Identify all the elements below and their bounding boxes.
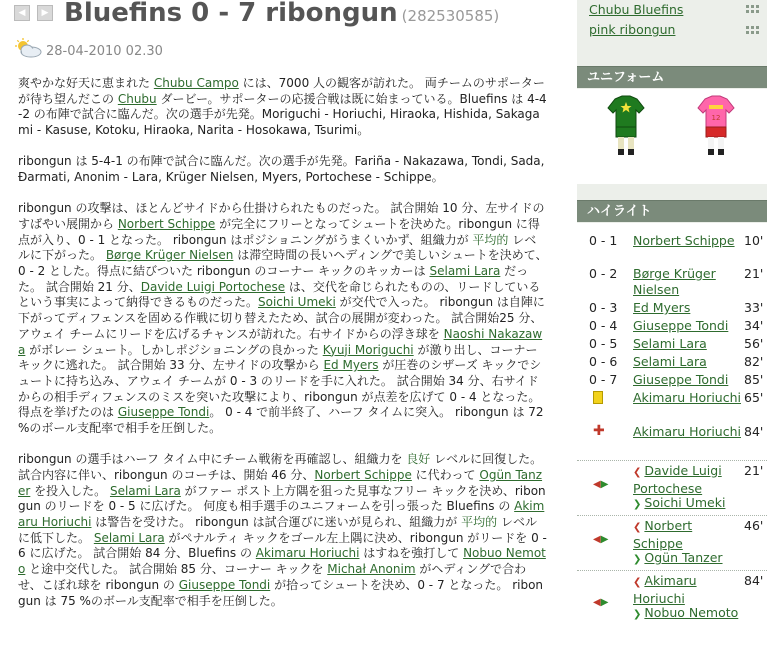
report-paragraph-2: ribongun は 5-4-1 の布陣で試合に臨んだ。次の選手が先発。Fariña - Nakazawa, Tondi, Sada, Đarmati, Anonim - Lara, Krüger Nielsen, Myers, Portochese - Schippe。 <box>18 154 545 185</box>
report-text: と途中交代した。 試合開始 85 分、コーナー キックを <box>25 562 328 577</box>
player-link[interactable]: Kyuji Moriguchi <box>322 342 414 357</box>
player-link[interactable]: Akimaru Horiuchi <box>18 499 545 530</box>
derby-link[interactable]: Chubu <box>117 91 157 106</box>
report-text: ダービー。サポーターの応援合戦は既に始まっている。Bluefins は 4-4-2 の布陣で試合に臨んだ。次の選手が先発。Moriguchi - Horiuchi, Hiraoka, Hishida, Sakagami - Kasuse, Kotoku, Hiraoka, Narita - Hosokawa, Tsurimi。 <box>18 91 547 138</box>
sub-in-icon: ❯ <box>633 609 642 620</box>
sub-out-icon: ❮ <box>633 577 642 588</box>
player-link[interactable]: Selami Lara <box>429 264 501 279</box>
rating-text: 平均的 <box>472 232 509 247</box>
player-link[interactable]: Akimaru Horiuchi <box>633 573 697 606</box>
event-minute: 56' <box>744 336 764 351</box>
rating-text: 良好 <box>406 452 431 467</box>
goal-score: 0 - 6 <box>589 354 618 369</box>
report-text: を投入した。 <box>30 483 110 498</box>
player-link[interactable]: Nobuo Nemoto <box>18 546 546 577</box>
report-text: には、7000 人の観客が訪れた。 両チームのサポーターが待ち望んだこの <box>18 76 545 106</box>
grid-icon[interactable] <box>745 25 761 39</box>
event-minute: 84' <box>744 424 764 439</box>
report-text: が拾ってシュートを決め、0 - 7 となった。 ribongun は 75 %のボール支配率で相手を圧倒した。 <box>18 577 544 608</box>
player-link[interactable]: Selami Lara <box>633 354 707 369</box>
divider <box>577 515 767 516</box>
sub-out <box>633 463 745 497</box>
event-minute: 10' <box>744 233 764 248</box>
player-link[interactable]: Selami Lara <box>93 530 165 545</box>
report-paragraph-4 <box>18 452 548 609</box>
sub-in-icon: ❯ <box>633 499 642 510</box>
rating-text: 平均的 <box>461 515 498 530</box>
player-link[interactable]: Giuseppe Tondi <box>633 318 729 333</box>
match-title-text: Bluefins 0 - 7 ribongun <box>64 0 398 28</box>
report-text: は、交代を命じられたものの、リードしているという事実によって納得できるものだった。 <box>18 279 541 310</box>
highlights-panel-header: ハイライト <box>577 200 767 222</box>
player-link[interactable]: Michał Anonim <box>327 562 416 577</box>
player-link[interactable]: Soichi Umeki <box>258 295 336 310</box>
goal-score: 0 - 3 <box>589 300 618 315</box>
home-kit-icon <box>607 95 645 157</box>
report-text: レベルに回復した。 試合内容に伴い、ribongun のコーチは、開始 46 分、 <box>18 452 543 482</box>
divider <box>577 570 767 571</box>
substitution-row <box>577 463 767 513</box>
player-link[interactable]: Norbert Schippe <box>633 233 735 248</box>
player-link[interactable]: Akimaru Horiuchi <box>633 390 741 405</box>
player-link[interactable]: Akimaru Horiuchi <box>255 546 360 561</box>
sub-in <box>633 550 745 568</box>
event-minute: 21' <box>744 266 764 281</box>
report-text: レベルに下がった。 <box>18 232 537 263</box>
partly-sunny-weather-icon <box>14 38 42 58</box>
venue-link[interactable]: Chubu Campo <box>153 76 239 90</box>
substitution-arrows-icon: ◀▶ <box>593 534 609 545</box>
player-link[interactable]: Soichi Umeki <box>644 495 726 510</box>
substitution-row <box>577 518 767 568</box>
player-link[interactable]: Norbert Schippe <box>314 467 412 482</box>
report-text: は警告を受けた。 ribongun は試合運びに迷いが見られ、組織力が <box>91 515 462 530</box>
player-link[interactable]: Ed Myers <box>323 358 379 373</box>
report-text: がペナルティ キックをゴール左上隅に決め、ribongun がリードを 0 - 6 に広げた。 試合開始 84 分、Bluefins の <box>18 530 547 561</box>
player-link[interactable]: Selami Lara <box>633 336 707 351</box>
sub-in <box>633 605 745 623</box>
player-link[interactable]: Selami Lara <box>109 483 181 498</box>
report-text: がヘディングで合わせ、こぼれ球を ribongun の <box>18 562 527 592</box>
player-link[interactable]: Akimaru Horiuchi <box>633 424 741 439</box>
divider <box>577 460 767 461</box>
goal-score: 0 - 4 <box>589 318 618 333</box>
report-text: ribongun の攻撃は、ほとんどサイドから仕掛けられたものだった。 試合開始 10 分、左サイドのすばやい展開から <box>18 201 545 231</box>
event-minute: 21' <box>744 463 764 478</box>
favorite-team-link[interactable]: pink ribongun <box>589 22 676 37</box>
player-link[interactable]: Norbert Schippe <box>117 216 216 231</box>
event-minute: 33' <box>744 300 764 315</box>
yellow-card-icon <box>593 391 603 404</box>
event-minute: 34' <box>744 318 764 333</box>
report-text: がファー ポスト上方隅を狙った見事なフリー キックを決め、ribongun のリードを 0 - 5 に広げた。 何度も相手選手のユニフォームを引っ張った Bluefins の <box>18 483 546 514</box>
player-link[interactable]: Nobuo Nemoto <box>644 605 739 620</box>
report-text: 爽やかな好天に恵まれた <box>18 76 154 90</box>
report-text: が交代で入った。 ribongun は自陣に下がってディフェンスを固める作戦に切り替えたため、試合の展開が変わった。 試合開始25 分、アウェイ チームにリードを広げるチャンスが訪れた。右サイドからの浮き球を <box>18 295 545 341</box>
player-link[interactable]: Ogün Tanzer <box>18 467 543 498</box>
sub-out-icon: ❮ <box>633 467 642 478</box>
event-minute: 65' <box>744 390 764 405</box>
goal-score: 0 - 1 <box>589 233 618 248</box>
report-paragraph-1 <box>18 76 548 139</box>
grid-icon[interactable] <box>745 4 761 18</box>
uniform-panel-header: ユニフォーム <box>577 66 767 88</box>
highlights-panel <box>577 223 767 654</box>
player-link[interactable]: Davide Luigi Portochese <box>140 279 286 294</box>
player-link[interactable]: Ogün Tanzer <box>644 550 723 565</box>
event-minute: 85' <box>744 372 764 387</box>
substitution-arrows-icon: ◀▶ <box>593 597 609 608</box>
player-link[interactable]: Børge Krüger Nielsen <box>105 248 234 263</box>
goal-score: 0 - 5 <box>589 336 618 351</box>
report-text: レベルに低下した。 <box>18 515 537 545</box>
report-text: だった。 試合開始 21 分、 <box>18 264 529 294</box>
goal-score: 0 - 2 <box>589 266 618 281</box>
report-text: 。 0 - 4 で前半終了、ハーフ タイムに突入。 ribongun は 72 %のボール支配率で相手を圧倒した。 <box>18 405 544 436</box>
player-link[interactable]: Naoshi Nakazawa <box>18 326 543 357</box>
event-minute: 46' <box>744 518 764 533</box>
report-text: は滞空時間の長いヘディングで美しいシュートを決めて、0 - 2 とした。得点に結びついた ribongun のコーナー キックのキッカーは <box>18 248 548 279</box>
sub-out <box>633 518 745 552</box>
player-link[interactable]: Ed Myers <box>633 300 691 315</box>
sub-out-icon: ❮ <box>633 522 642 533</box>
report-text: はすねを強打して <box>359 546 464 561</box>
player-link[interactable]: Norbert Schippe <box>633 518 693 551</box>
goal-score: 0 - 7 <box>589 372 618 387</box>
report-text: がボレー シュート。しかしポジショニングの良かった <box>25 342 323 357</box>
event-minute: 84' <box>744 573 764 588</box>
match-datetime: 28-04-2010 02.30 <box>46 44 163 59</box>
sub-in <box>633 495 745 513</box>
favorite-team-link[interactable]: Chubu Bluefins <box>589 2 684 17</box>
player-link[interactable]: Børge Krüger Nielsen <box>633 266 716 297</box>
substitution-row <box>577 573 767 639</box>
player-link[interactable]: Giuseppe Tondi <box>178 577 271 592</box>
sub-in-icon: ❯ <box>633 554 642 565</box>
away-kit-icon <box>697 95 735 157</box>
uniform-panel <box>577 89 767 184</box>
match-report <box>18 76 548 625</box>
next-arrow-icon[interactable]: ▶ <box>37 5 53 21</box>
report-paragraph-3 <box>18 201 548 437</box>
report-text: が完全にフリーとなってシュートを決めた。ribongun に得点が入り、0 - 1 となった。 ribongun はポジショニングがうまくいかず、組織力が <box>18 216 540 247</box>
previous-arrow-icon[interactable]: ◀ <box>14 5 30 21</box>
sub-out <box>633 573 745 607</box>
player-link[interactable]: Giuseppe Tondi <box>117 405 210 420</box>
page-title <box>64 0 499 28</box>
player-link[interactable]: Giuseppe Tondi <box>633 372 729 387</box>
substitution-arrows-icon: ◀▶ <box>593 479 609 490</box>
injury-cross-icon: ✚ <box>593 423 605 439</box>
match-id: (282530585) <box>401 7 500 25</box>
report-text: ribongun の選手はハーフ タイム中にチーム戦術を再確認し、組織力を <box>18 452 407 467</box>
report-text: が圧巻のシザーズ キックでシュートに持ち込み、アウェイ チームが 0 - 3 のリードを手に入れた。 試合開始 34 分、右サイドからの相手ディフェンスのミスを突いた攻撃により、ribongun が点差を広げて 0 - 4 となった。得点を挙げたのは <box>18 358 542 420</box>
event-minute: 82' <box>744 354 764 369</box>
report-text: に代わって <box>411 467 480 482</box>
svg-text:12: 12 <box>711 114 721 122</box>
player-link[interactable]: Davide Luigi Portochese <box>633 463 722 496</box>
report-text: が激り出し、コーナー キックに逃れた。 試合開始 33 分、左サイドの攻撃から <box>18 342 538 373</box>
sidebar <box>577 0 767 654</box>
